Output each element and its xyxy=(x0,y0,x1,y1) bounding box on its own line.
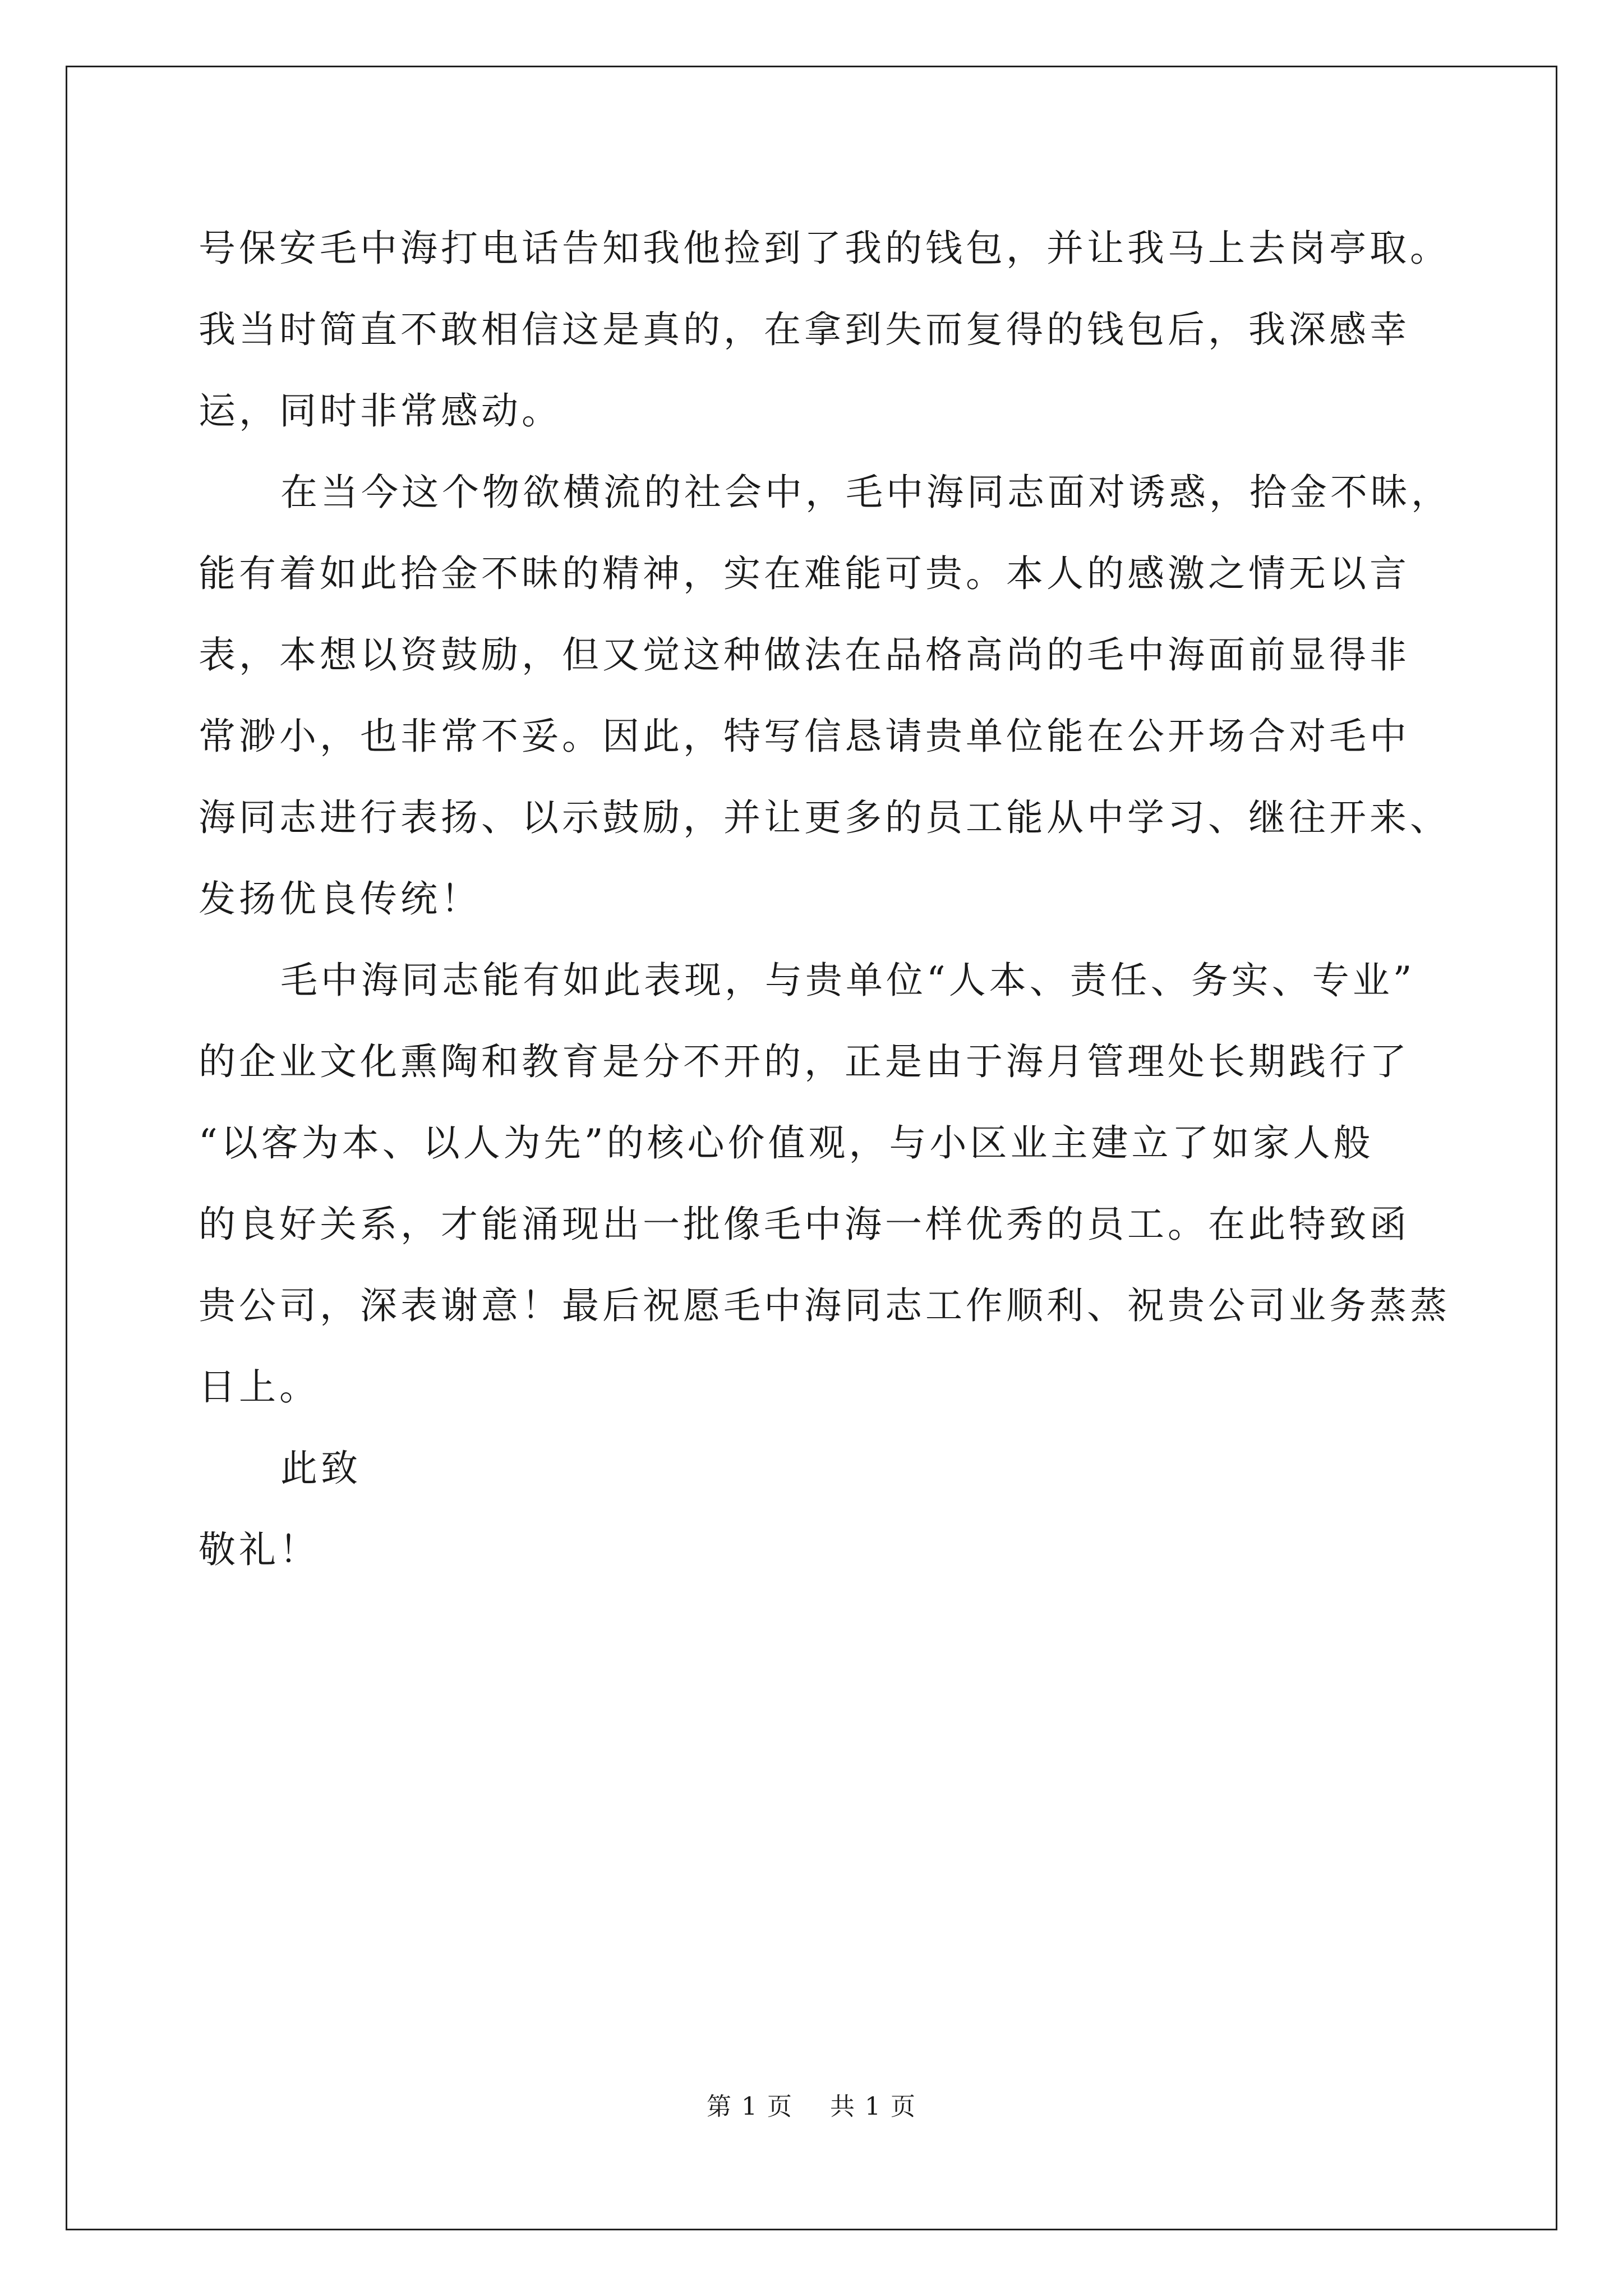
letter-line: 的良好关系，才能涌现出一批像毛中海一样优秀的员工。在此特致函 xyxy=(199,1203,1410,1246)
letter-line: 海同志进行表扬、以示鼓励，并让更多的员工能从中学习、继往开来、 xyxy=(199,796,1450,839)
letter-line: 能有着如此拾金不昧的精神，实在难能可贵。本人的感激之情无以言 xyxy=(199,552,1410,595)
letter-line: 表，本想以资鼓励，但又觉这种做法在品格高尚的毛中海面前显得非 xyxy=(199,633,1410,677)
closing-salutation: 此致 xyxy=(280,1447,361,1490)
page-number: 第 1 页 xyxy=(707,2092,793,2121)
letter-body xyxy=(199,208,1488,1590)
paragraph-first-line: 毛中海同志能有如此表现，与贵单位“人本、责任、务实、专业” xyxy=(280,959,1415,1002)
letter-line: 常渺小，也非常不妥。因此，特写信恳请贵单位能在公开场合对毛中 xyxy=(199,715,1410,758)
letter-line: 运，同时非常感动。 xyxy=(199,389,562,432)
page-footer xyxy=(0,2090,1623,2124)
letter-line: 我当时简直不敢相信这是真的，在拿到失而复得的钱包后，我深感幸 xyxy=(199,308,1410,351)
letter-line: “以客为本、以人为先”的核心价值观，与小区业主建立了如家人般 xyxy=(199,1121,1374,1165)
paragraph-first-line: 在当今这个物欲横流的社会中，毛中海同志面对诱惑，拾金不昧， xyxy=(280,471,1451,514)
letter-line: 日上。 xyxy=(199,1365,320,1409)
letter-line: 的企业文化熏陶和教育是分不开的，正是由于海月管理处长期践行了 xyxy=(199,1040,1410,1083)
letter-line: 贵公司，深表谢意！最后祝愿毛中海同志工作顺利、祝贵公司业务蒸蒸 xyxy=(199,1284,1450,1327)
letter-line: 号保安毛中海打电话告知我他捡到了我的钱包，并让我马上去岗亭取。 xyxy=(199,227,1450,270)
page-total: 共 1 页 xyxy=(830,2092,916,2121)
closing-regards: 敬礼！ xyxy=(199,1528,320,1571)
letter-line: 发扬优良传统！ xyxy=(199,877,481,921)
